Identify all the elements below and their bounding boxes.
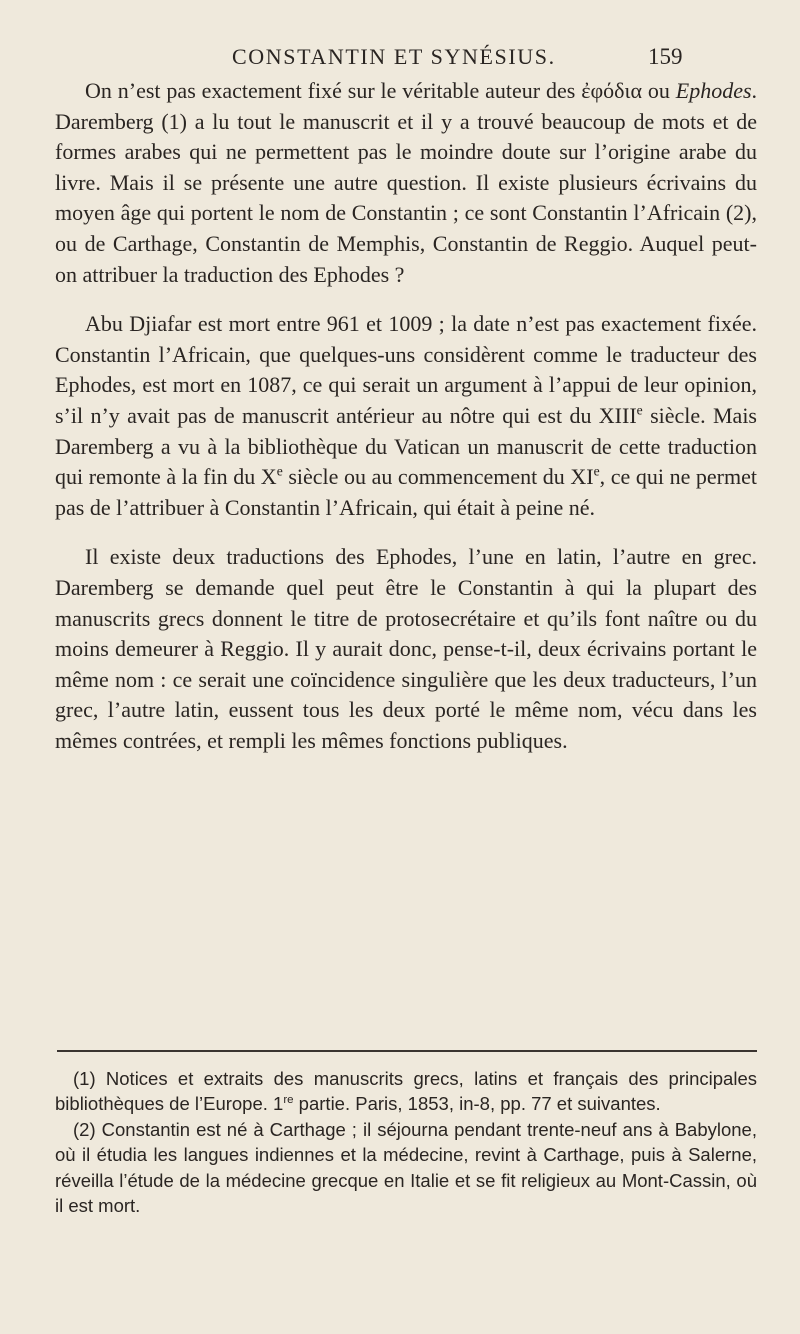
superscript: e xyxy=(593,463,600,479)
superscript: e xyxy=(276,463,283,479)
paragraph-3 xyxy=(55,542,757,756)
text-span: siècle. Mais Daremberg a vu à la bibliothèque du Vatican un manuscrit de cette traduction qui remonte à la fin du xyxy=(55,402,757,490)
superscript: re xyxy=(283,1094,294,1107)
paragraph-1 xyxy=(55,76,757,290)
text-span: partie. Paris, 1853, in-8, pp. 77 et suivantes. xyxy=(293,1093,661,1115)
footnote-1 xyxy=(55,1066,757,1117)
text-span: On n’est pas exactement fixé sur le véritable auteur des xyxy=(85,78,582,103)
text-span: . Daremberg (1) a lu tout le manuscrit et il y a trouvé beaucoup de mots et de formes arabes qui ne permettent pas le moindre doute sur l’origine arabe du livre. Mais il se présente une autre question. Il existe plusieurs écrivains du moyen âge qui portent le nom de Constantin ; ce sont Constantin l’Africain (2), ou de Carthage, Constantin de Memphis, Constantin de Reggio. Auquel peut-on attribuer la traduction des Ephodes ? xyxy=(55,78,758,287)
text-span: ou xyxy=(641,78,676,103)
body-text xyxy=(55,76,757,756)
paragraph-2 xyxy=(55,309,757,523)
greek-term: ἐφόδια xyxy=(581,78,642,103)
text-span: siècle ou au commencement du xyxy=(282,464,571,490)
text-span: (2) Constantin est né à Carthage ; il séjourna pendant trente-neuf ans à Babylone, où il étudia les langues indiennes et la médecine, revint à Carthage, puis à Salerne, réveilla l’étude de la médecine grecque en Italie et se fit religieux au Mont-Cassin, où il est mort. xyxy=(55,1118,757,1217)
superscript: e xyxy=(636,402,643,418)
text-span: , ce qui ne permet pas de l’attribuer à Constantin l’Africain, qui était à peine né. xyxy=(55,464,757,520)
footnotes xyxy=(55,1066,757,1218)
running-title: CONSTANTIN ET SYNÉSIUS. xyxy=(232,44,556,69)
footnote-2 xyxy=(55,1117,757,1219)
footnote-separator xyxy=(57,1050,757,1052)
text-span: Il existe deux traductions des Ephodes, l’une en latin, l’autre en grec. Daremberg se demande quel peut être le Constantin à qui la plupart des manuscrits grecs donnent le titre de protosecrétaire et qu’ils font naître ou du moins demeurer à Reggio. Il y aurait donc, pense-t-il, deux écrivains portant le même nom : ce serait une coïncidence singulière que les deux traducteurs, l’un grec, l’autre latin, eussent tous les deux porté le même nom, vécu dans les mêmes contrées, et rempli les mêmes fonctions publiques. xyxy=(55,544,757,753)
roman-numeral: XI xyxy=(570,464,594,490)
running-head xyxy=(0,44,800,74)
page-number: 159 xyxy=(648,44,683,69)
roman-numeral: XIII xyxy=(598,402,637,428)
roman-numeral: X xyxy=(260,464,277,490)
text-span: Abu Djiafar est mort entre 961 et 1009 ; la date n’est pas exactement fixée. Constantin l’Africain, que quelques-uns considèrent comme le traducteur des Ephodes, est mort en 1087, ce qui serait un argument à l’appui de leur opinion, s’il n’y avait pas de manuscrit antérieur au nôtre qui est du xyxy=(55,311,757,428)
text-span: (1) Notices et extraits des manuscrits grecs, latins et français des principales bibliothèques de l’Europe. 1 xyxy=(55,1068,757,1115)
book-title: Ephodes xyxy=(675,78,752,103)
